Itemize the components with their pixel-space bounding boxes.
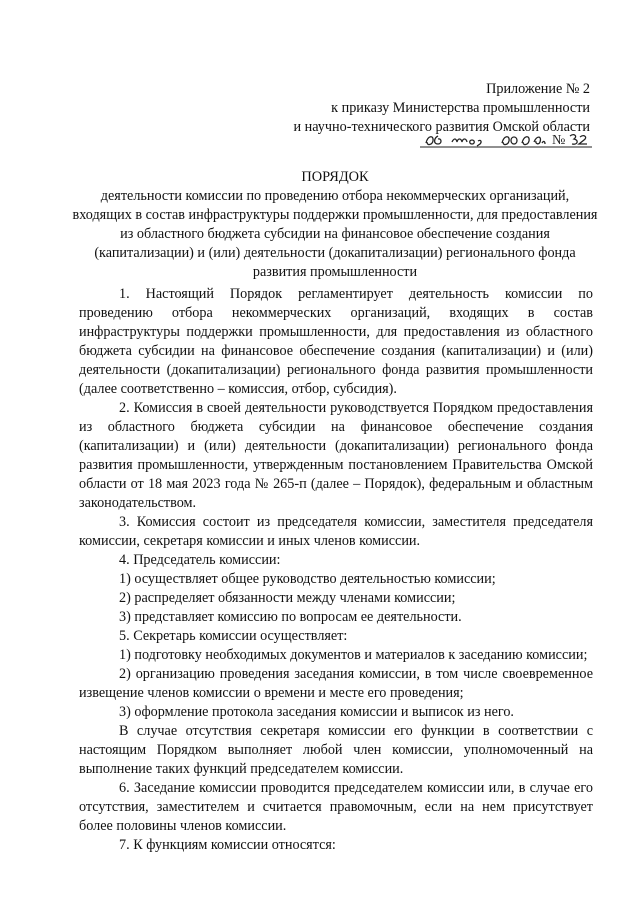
document-title: ПОРЯДОК: [301, 169, 369, 185]
paragraph-5-item-2: 2) организацию проведения заседания комиссии, в том числе своевременное извещение членов комиссии о времени и месте его проведения;: [79, 666, 593, 701]
paragraph-7: 7. К функциям комиссии относятся:: [119, 837, 336, 853]
paragraph-5: 5. Секретарь комиссии осуществляет:: [119, 628, 348, 644]
paragraph-4-item-1: 1) осуществляет общее руководство деятельностью комиссии;: [119, 571, 496, 587]
paragraph-2: 2. Комиссия в своей деятельности руководствуется Порядком предоставления из областного бюджета субсидии на финансовое обеспечение создания (капитализации) и (или) деятельности (докапитализации) регионального фонда развития промышленности, утвержденным постановлением Правительства Омской области от 18 мая 2023 года № 265-п (далее – Порядок), федеральным и областным законодательством.: [79, 400, 593, 511]
paragraph-4: 4. Председатель комиссии:: [119, 552, 281, 568]
title-block: [70, 168, 600, 282]
document-subtitle: деятельности комиссии по проведению отбора некоммерческих организаций, входящих в состав инфраструктуры поддержки промышленности, для предоставления из областного бюджета субсидии на финансовое обеспечение создания (капитализации) и (или) деятельности (докапитализации) регионального фонда развития промышленности: [72, 188, 598, 280]
paragraph-1: 1. Настоящий Порядок регламентирует деятельность комиссии по проведению отбора некоммерческих организаций, входящих в состав инфраструктуры поддержки промышленности, для предоставления из областного бюджета субсидии на финансовое обеспечение создания (капитализации) и (или) деятельности (докапитализации) регионального фонда развития промышленности (далее соответственно – комиссия, отбор, субсидия).: [79, 286, 593, 397]
paragraph-4-item-2: 2) распределяет обязанности между членами комиссии;: [119, 590, 456, 606]
paragraph-5-item-3: 3) оформление протокола заседания комиссии и выписок из него.: [119, 704, 514, 720]
handwritten-date-number: [418, 128, 594, 150]
svg-text:№: №: [552, 133, 566, 148]
appendix-ministry: и научно-технического развития Омской области: [293, 119, 590, 135]
appendix-number: Приложение № 2: [486, 81, 590, 97]
handwritten-date-drawing: [418, 128, 594, 150]
paragraph-6: 6. Заседание комиссии проводится председателем комиссии или, в случае его отсутствия, заместителем и считается правомочным, если на нем присутствует более половины членов комиссии.: [79, 780, 593, 834]
paragraph-5-item-1: 1) подготовку необходимых документов и материалов к заседанию комиссии;: [119, 647, 588, 663]
document-body: [79, 285, 593, 855]
paragraph-5-note: В случае отсутствия секретаря комиссии его функции в соответствии с настоящим Порядком выполняет любой член комиссии, уполномоченный на выполнение таких функций председателем комиссии.: [79, 723, 593, 777]
appendix-order-ref: к приказу Министерства промышленности: [331, 100, 590, 116]
paragraph-3: 3. Комиссия состоит из председателя комиссии, заместителя председателя комиссии, секретаря комиссии и иных членов комиссии.: [79, 514, 593, 549]
paragraph-4-item-3: 3) представляет комиссию по вопросам ее деятельности.: [119, 609, 462, 625]
